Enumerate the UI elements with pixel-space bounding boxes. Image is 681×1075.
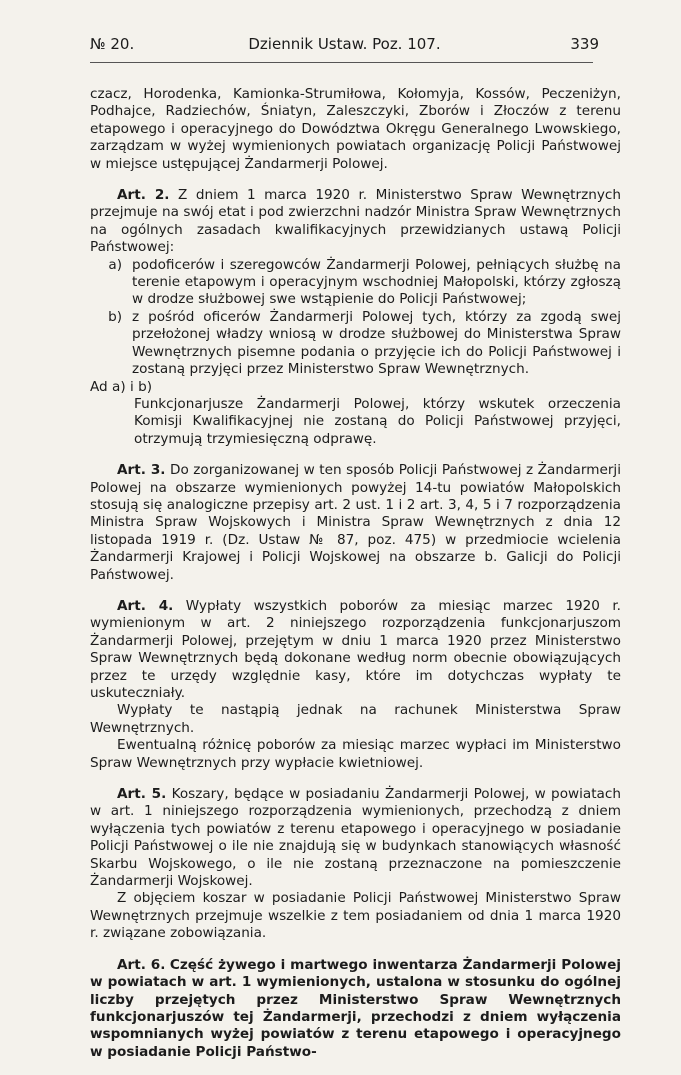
article-2 <box>90 187 621 448</box>
article-2-items <box>90 257 621 379</box>
article-3-paragraph <box>90 462 621 584</box>
article-5-paragraph <box>90 786 621 890</box>
article-5-label: Art. 5. <box>117 786 167 803</box>
issue-number: № 20. <box>90 35 135 53</box>
article-4-paragraph <box>90 598 621 702</box>
article-3 <box>90 462 621 584</box>
article-4-paragraph-2: Wypłaty te nastąpią jednak na rachunek Ministerstwa Spraw Wewnętrznych. <box>90 702 621 736</box>
ad-label: Ad a) i b) <box>90 378 152 395</box>
article-4-paragraph-3: Ewentualną różnicę poborów za miesiąc marzec wypłaci im Ministerstwo Spraw Wewnętrznych przy wypłacie kwietniowej. <box>90 737 621 771</box>
item-text: z pośród oficerów Żandarmerji Polowej tych, którzy za zgodą swej przełożonej władzy wniosą w drodze służbowej do Ministerstwa Spraw Wewnętrznych pisemne podania o przyjęcie ich do Policji Państwowej i zostaną przyjęci przez Ministerstwo Spraw Wewnętrznych. <box>132 308 621 378</box>
item-key: a) <box>108 256 122 273</box>
header-rule <box>90 62 593 63</box>
article-2-label: Art. 2. <box>117 187 170 204</box>
article-2-text: Z dniem 1 marca 1920 r. Ministerstwo Spraw Wewnętrznych przejmuje na swój etat i pod zwierzchni nadzór Ministra Spraw Wewnętrznych na ogólnych zasadach kwalifikacyjnych przewidzianych ustawą Policji Państwowej: <box>90 187 621 256</box>
article-5-paragraph-2: Z objęciem koszar w posiadanie Policji Państwowej Ministerstwo Spraw Wewnętrznych przejmuje wszelkie z tem posiadaniem od dnia 1 marca 1920 r. związane zobowiązania. <box>90 890 621 942</box>
article-6-paragraph <box>90 957 621 1061</box>
article-6-label: Art. 6. <box>117 956 166 973</box>
article-2-paragraph <box>90 187 621 257</box>
list-item <box>90 309 621 379</box>
article-4-text: Wypłaty wszystkich poborów za miesiąc marzec 1920 r. wymienionym w art. 2 niniejszego rozporządzenia funkcjonarjuszom Żandarmerji Polowej, przejętym w dniu 1 marca 1920 przez Ministerstwo Spraw Wewnętrznych będą dokonane według norm obecnie obowiązujących przez te urzędy względnie kasy, które im dotychczas wypłaty te uskuteczniały. <box>90 597 621 701</box>
page-header <box>90 36 599 60</box>
ad-text: Funkcjonarjusze Żandarmerji Polowej, którzy wskutek orzeczenia Komisji Kwalifikacyjnej nie zostaną do Policji Państwowej przyjęci, otrzymują trzymiesięczną odprawę. <box>134 395 621 447</box>
item-key: b) <box>108 308 122 325</box>
page-number: 339 <box>570 35 599 53</box>
list-item <box>90 257 621 309</box>
article-6 <box>90 957 621 1061</box>
article-4 <box>90 598 621 772</box>
article-5 <box>90 786 621 943</box>
article-4-label: Art. 4. <box>117 597 174 614</box>
item-text: podoficerów i szeregowców Żandarmerji Polowej, pełniących służbę na terenie etapowym i operacyjnym wschodniej Małopolski, którzy zgłoszą w drodze służbowej swe wstąpienie do Policji Państwowej; <box>132 256 621 308</box>
article-3-text: Do zorganizowanej w ten sposób Policji Państwowej z Żandarmerji Polowej na obszarze wymienionych powyżej 14-tu powiatów Małopolskich stosują się analogiczne przepisy art. 2 ust. 1 i 2 art. 3, 4, 5 i 7 rozporządzenia Ministra Spraw Wojskowych i Ministra Spraw Wewnętrznych z dnia 12 listopada 1919 r. (Dz. Ustaw № 87, poz. 475) w przedmiocie wcielenia Żandarmerji Krajowej i Policji Wojskowej na obszarze b. Galicji do Policji Państwowej. <box>90 462 621 583</box>
journal-title: Dziennik Ustaw. Poz. 107. <box>248 35 441 53</box>
article-3-label: Art. 3. <box>117 462 166 479</box>
article-5-text: Koszary, będące w posiadaniu Żandarmerji Polowej, w powiatach w art. 1 niniejszego rozporządzenia wymienionych, przechodzą z dniem wyłączenia tych powiatów z terenu etapowego i operacyjnego w posiadanie Policji Państwowej o ile nie znajdują się w budynkach stanowiących własność Skarbu Wojskowego, o ile nie zostaną przeznaczone na pomieszczenie Żandarmerji Wojskowej. <box>90 786 621 890</box>
document-body <box>90 86 621 1075</box>
article-6-text: Część żywego i martwego inwentarza Żandarmerji Polowej w powiatach w art. 1 wymienionych, ustalona w stosunku do ogólnej liczby przejętych przez Ministerstwo Spraw Wewnętrznych funkcjonarjuszów tej Żandarmerji, przechodzi z dniem wyłączenia wspomnianych wyżej powiatów z terenu etapowego i operacyjnego w posiadanie Policji Państwo- <box>90 956 621 1060</box>
intro-paragraph: czacz, Horodenka, Kamionka-Strumiłowa, Kołomyja, Kossów, Peczeniżyn, Podhajce, Radziechów, Śniatyn, Zaleszczyki, Zborów i Złoczów z terenu etapowego i operacyjnego do Dowództwa Okręgu Generalnego Lwowskiego, zarządzam w wyżej wymienionych powiatach organizację Policji Państwowej w miejsce ustępującej Żandarmerji Polowej. <box>90 86 621 172</box>
